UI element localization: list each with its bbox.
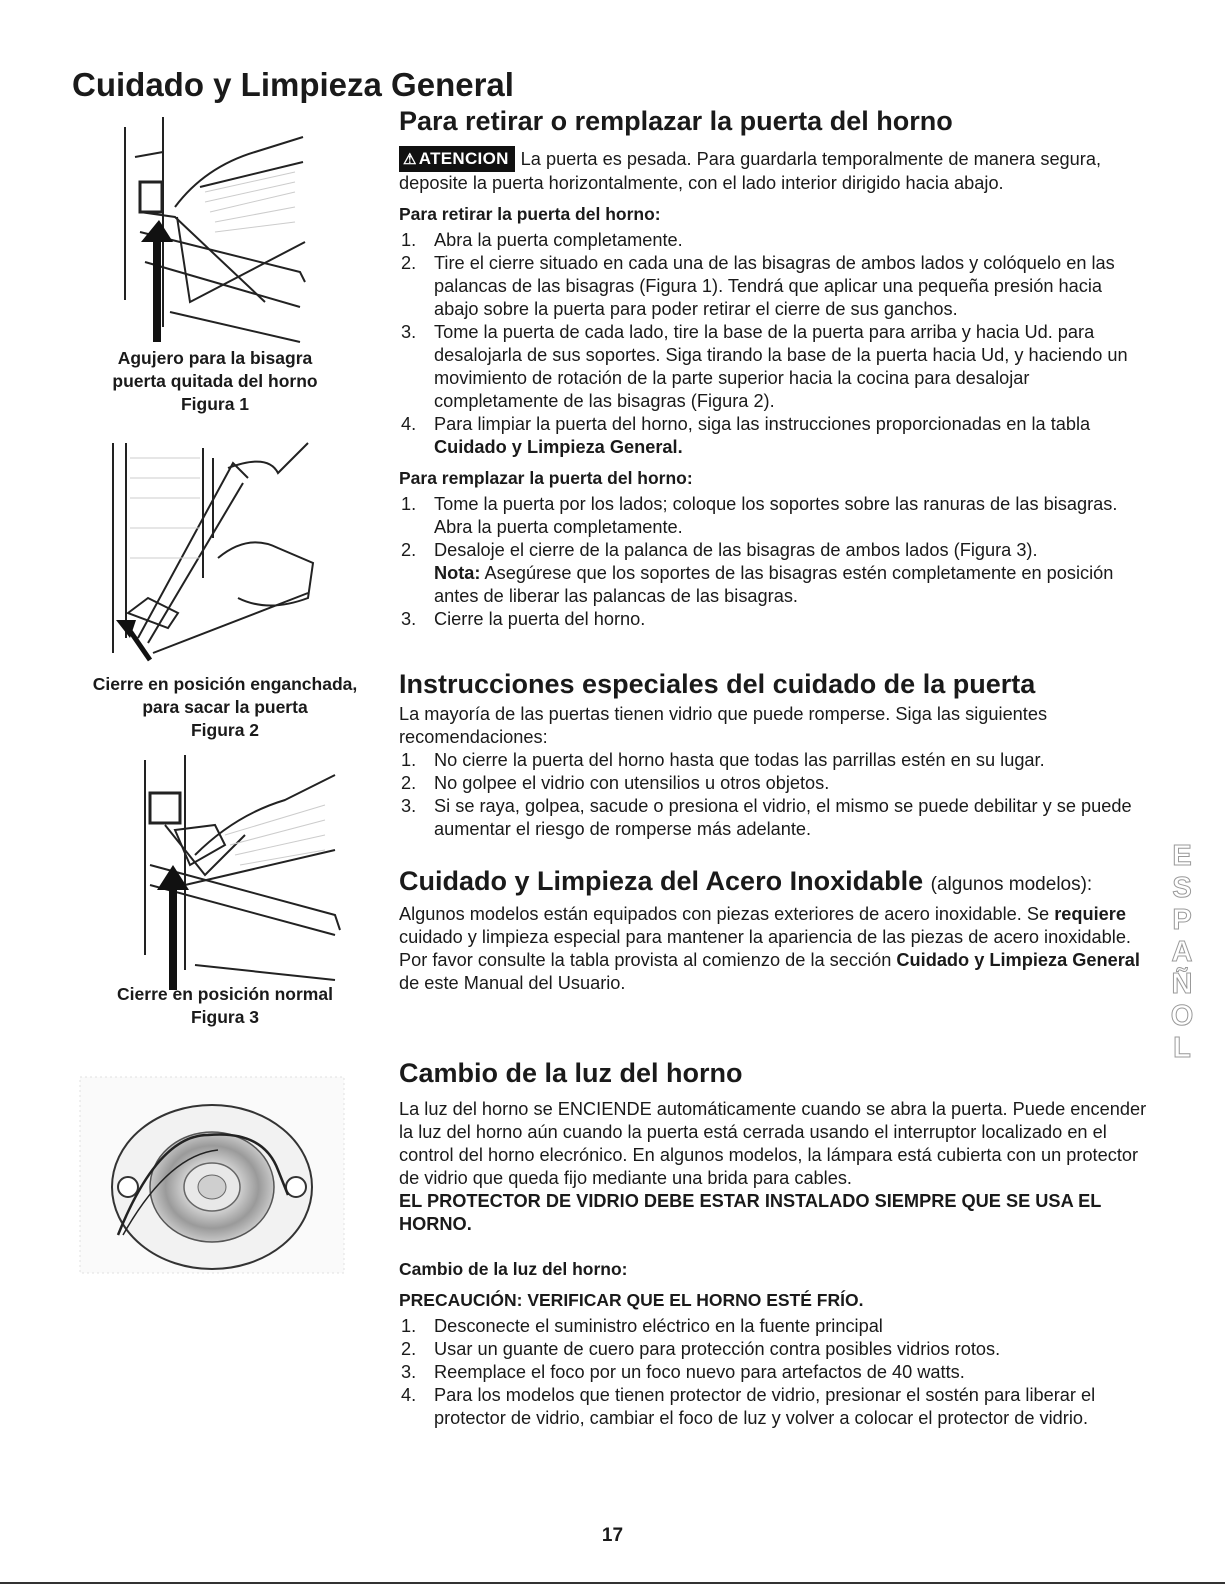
- section-heading-door-care: Instrucciones especiales del cuidado de la puerta: [399, 669, 1036, 699]
- door-care-steps: [399, 749, 1149, 841]
- section-door-body: [399, 146, 1149, 631]
- list-item: 2. Usar un guante de cuero para protección contra posibles vidrios rotos.: [401, 1339, 1001, 1359]
- page-title: Cuidado y Limpieza General: [72, 66, 514, 103]
- page-number: 17: [601, 1525, 624, 1546]
- replace-door-steps: [399, 493, 1149, 631]
- oven-light-subheading: Cambio de la luz del horno:: [399, 1259, 628, 1279]
- list-item: 3. Si se raya, golpea, sacude o presiona el vidrio, el mismo se puede debilitar y se puede aumentar el riesgo de romperse más adelante.: [401, 796, 1132, 839]
- section-heading-stainless: Cuidado y Limpieza del Acero Inoxidable (algunos modelos):: [399, 866, 1093, 896]
- remove-door-steps: [399, 229, 1149, 459]
- oven-light-caution: PRECAUCIÓN: VERIFICAR QUE EL HORNO ESTÉ FRÍO.: [399, 1290, 864, 1310]
- figure-2-caption: Cierre en posición enganchada, para sacar la puerta Figura 2: [92, 674, 358, 740]
- section-heading-door: Para retirar o remplazar la puerta del horno: [399, 106, 953, 136]
- section-oven-light-body: La luz del horno se ENCIENDE automáticamente cuando se abra la puerta. Puede encender la luz del horno aún cuando la puerta está cerrada usando el interruptor localizado en el control del horno elecrónico. En algunos modelos, la lámpara está cubierta con un protector de vidrio que queda fijo mediante una brida para cables. EL PROTECTOR DE VIDRIO DEBE ESTAR INSTALADO SIEMPRE QUE SE USA EL HORNO. Cambio de la luz del horno: PRECAUCIÓN: VERIFICAR QUE EL HORNO ESTÉ FRÍO. 1. Desconecte el suministro eléctrico en la fuente principal 2. Usar un guante de cuero para protección contra posibles vidrios rotos. 3. Reemplace el foco por un foco nuevo para artefactos de 40 watts. 4. Para los modelos que tienen protector de vidrio, presionar el sostén para liberar el protector de vidrio, cambiar el foco de luz y volver a colocar el protector de vidrio.: [399, 1098, 1149, 1430]
- language-side-tab: E S P A Ñ O L: [1170, 840, 1194, 1064]
- list-item: 2. Desaloje el cierre de la palanca de las bisagras de ambos lados (Figura 3). Nota: Asegúrese que los soportes de las bisagras estén completamente en posición antes de liberar las palancas de las bisagras.: [401, 540, 1114, 606]
- list-item: 3. Cierre la puerta del horno.: [401, 609, 646, 629]
- section-stainless-body: Algunos modelos están equipados con piezas exteriores de acero inoxidable. Se requiere cuidado y limpieza especial para mantener la apariencia de las piezas de acero inoxidable. Por favor consulte la tabla provista al comienzo de la sección Cuidado y Limpieza General de este Manual del Usuario.: [399, 904, 1140, 993]
- oven-light-illustration: [78, 1075, 346, 1275]
- figure-1-caption: Agujero para la bisagra puerta quitada del horno Figura 1: [112, 348, 318, 414]
- figure-3-illustration: [135, 755, 345, 990]
- replace-door-heading: Para remplazar la puerta del horno:: [399, 468, 693, 488]
- list-item: 3. Reemplace el foco por un foco nuevo para artefactos de 40 watts.: [401, 1362, 965, 1382]
- section-door-care-body: La mayoría de las puertas tienen vidrio que puede romperse. Siga las siguientes recomendaciones: 1. No cierre la puerta del horno hasta que todas las parrillas estén en su lugar. 2. No golpee el vidrio con utensilios u otros objetos. 3. Si se raya, golpea, sacude o presiona el vidrio, el mismo se puede debilitar y se puede aumentar el riesgo de romperse más adelante.: [399, 703, 1149, 841]
- list-item: 3. Tome la puerta de cada lado, tire la base de la puerta para arriba y hacia Ud. para desalojarla de sus soportes. Siga tirando la base de la puerta hacia Ud, y haciendo un movimiento de rotación de la parte superior hacia la cocina para desalojar completamente de las bisagras (Figura 2).: [401, 322, 1128, 411]
- figure-2-illustration: [108, 438, 323, 663]
- list-item: 1. No cierre la puerta del horno hasta que todas las parrillas estén en su lugar.: [401, 750, 1045, 770]
- list-item: 4. Para los modelos que tienen protector de vidrio, presionar el sostén para liberar el protector de vidrio, cambiar el foco de luz y volver a colocar el protector de vidrio.: [401, 1385, 1096, 1428]
- remove-door-heading: Para retirar la puerta del horno:: [399, 204, 661, 224]
- warning-badge: ⚠ ATENCION: [399, 146, 515, 172]
- warning-triangle-icon: ⚠: [403, 151, 417, 168]
- list-item: 1. Abra la puerta completamente.: [401, 230, 683, 250]
- warning-paragraph: ⚠ ATENCION La puerta es pesada. Para guardarla temporalmente de manera segura, deposite la puerta horizontalmente, con el lado interior dirigido hacia abajo.: [399, 146, 1149, 195]
- bottom-rule: [0, 1582, 1225, 1584]
- section-heading-oven-light: Cambio de la luz del horno: [399, 1058, 743, 1088]
- list-item: 4. Para limpiar la puerta del horno, siga las instrucciones proporcionadas en la tabla Cuidado y Limpieza General.: [401, 414, 1091, 457]
- list-item: 1. Tome la puerta por los lados; coloque los soportes sobre las ranuras de las bisagras. Abra la puerta completamente.: [401, 494, 1118, 537]
- list-item: 2. No golpee el vidrio con utensilios u otros objetos.: [401, 773, 830, 793]
- figure-1-illustration: [115, 112, 315, 347]
- list-item: 1. Desconecte el suministro eléctrico en la fuente principal: [401, 1316, 883, 1336]
- list-item: 2. Tire el cierre situado en cada una de las bisagras de ambos lados y colóquelo en las palancas de las bisagras (Figura 1). Tendrá que aplicar una pequeña presión hacia abajo sobre la puerta para poder retirar el cierre de sus ganchos.: [401, 253, 1115, 319]
- figure-3-caption: Cierre en posición normal Figura 3: [117, 984, 333, 1027]
- oven-light-steps: [399, 1315, 1149, 1430]
